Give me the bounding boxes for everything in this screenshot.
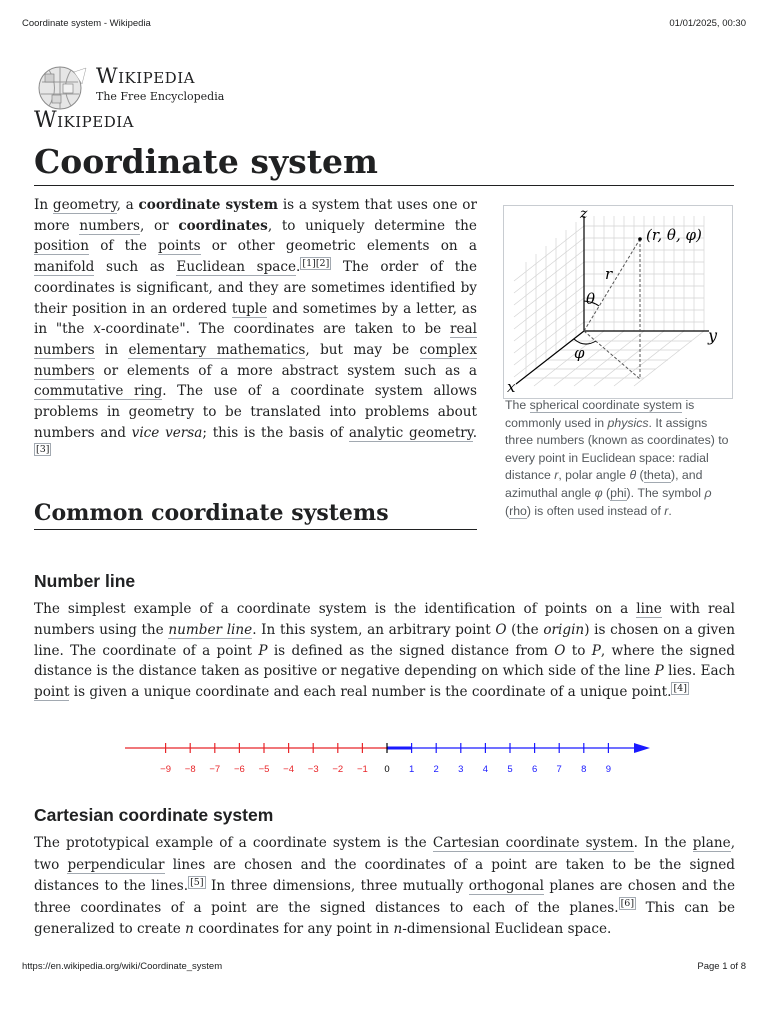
print-footer [22, 961, 746, 972]
wikipedia-globe-icon [34, 64, 90, 112]
number-line-tick-label: 9 [605, 764, 612, 775]
link-commutative-ring[interactable]: commutative ring [34, 383, 163, 400]
link-rho[interactable]: rho [509, 503, 527, 518]
axis-label-z: z [580, 206, 588, 222]
print-header-title: Coordinate system - Wikipedia [22, 18, 151, 29]
number-line-tick-label: −6 [233, 764, 245, 775]
number-line-tick-label: 2 [433, 764, 439, 775]
number-line-tick-label: −2 [332, 764, 344, 775]
label-phi: φ [574, 344, 585, 362]
subsection-heading-cartesian: Cartesian coordinate system [34, 805, 274, 825]
number-line-tick-label: −7 [209, 764, 221, 775]
link-elementary-mathematics[interactable]: elementary mathematics [128, 341, 306, 358]
link-complex-numbers[interactable]: complex numbers [34, 341, 477, 379]
number-line-tick-label: 0 [384, 764, 390, 775]
lead-paragraph: In geometry, a coordinate system is a system that uses one or more numbers, or coordinates, to uniquely determine the position of the points or other geometric elements on a manifold such as Euclidean space. [1][2] The order of the coordinates is significant, and they are sometimes identified by their position in an ordered tuple and sometimes by a letter, as in "the x-coordinate". The coordinates are taken to be real numbers in elementary mathematics, but may be complex numbers or elements of a more abstract system such as a commutative ring. The use of a coordinate system allows problems in geometry to be translated into problems about numbers and vice versa; this is the basis of analytic geometry.[3] [34, 197, 478, 455]
number-line-tick-label: −4 [283, 764, 295, 775]
print-footer-page-number: Page 1 of 8 [697, 961, 746, 972]
reference-1-2[interactable]: [1][2] [302, 257, 330, 269]
link-cartesian-coordinate-system[interactable]: Cartesian coordinate system [432, 835, 634, 851]
spherical-coordinates-diagram [504, 206, 732, 398]
bold-coordinate-system: coordinate system [138, 197, 279, 213]
link-line[interactable]: line [636, 601, 662, 617]
link-geometry[interactable]: geometry [52, 197, 117, 213]
number-line-tick-label: −5 [258, 764, 270, 775]
page-title: Coordinate system [34, 142, 734, 186]
link-theta[interactable]: theta [643, 468, 671, 483]
reference-3[interactable]: [3] [36, 443, 50, 455]
reference-6[interactable]: [6] [620, 898, 635, 910]
link-manifold[interactable]: manifold [34, 259, 95, 276]
number-line-tick-label: 7 [556, 764, 562, 775]
subsection-heading-number-line: Number line [34, 571, 136, 591]
link-real-numbers[interactable]: real numbers [34, 321, 477, 358]
reference-5[interactable]: [5] [190, 876, 204, 888]
link-position[interactable]: position [34, 238, 89, 255]
number-line-tick-label: 3 [458, 764, 464, 775]
number-line-tick-label: 8 [581, 764, 587, 775]
link-perpendicular[interactable]: perpendicular [67, 856, 165, 873]
number-line-paragraph: The simplest example of a coordinate system is the identification of points on a line with real numbers using the number line. In this system, an arbitrary point O (the origin) is chosen on a given line. The coordinate of a point P is defined as the signed distance from O to P, where the signed distance is the distance taken as positive or negative depending on which side of the line P lies. Each point is given a unique coordinate and each real number is the coordinate of a unique point. [4] [34, 601, 735, 701]
number-line-tick-label: −3 [307, 764, 319, 775]
number-line-arrow-icon [634, 743, 650, 753]
figure-caption: The spherical coordinate system is commonly used in physics. It assigns three numbers (known as coordinates) to every point in Euclidean space: radial distance r, polar angle θ (theta), and azimuthal angle φ (phi). The symbol ρ (rho) is often used instead of r. [505, 398, 729, 518]
number-line-tick-label: 4 [482, 764, 489, 775]
axis-label-x: x [507, 378, 516, 396]
wikipedia-wordmark: Wikipedia [96, 64, 195, 88]
reference-4[interactable]: [4] [673, 682, 687, 694]
print-footer-url: https://en.wikipedia.org/wiki/Coordinate_system [22, 961, 223, 972]
spherical-coordinates-figure[interactable] [503, 205, 733, 399]
number-line-tick-label: −1 [356, 764, 368, 775]
label-r: r [605, 265, 613, 283]
number-line-tick-label: 1 [408, 764, 415, 775]
link-orthogonal[interactable]: orthogonal [468, 878, 544, 895]
wikipedia-wordmark-secondary: Wikipedia [34, 108, 134, 133]
number-line-tick-label: −8 [184, 764, 196, 775]
link-phi[interactable]: phi [610, 485, 627, 500]
axis-label-y: y [708, 326, 718, 345]
wikipedia-tagline: The Free Encyclopedia [96, 90, 225, 103]
link-numbers[interactable]: numbers [79, 217, 140, 234]
link-tuple[interactable]: tuple [231, 300, 268, 317]
wikipedia-logo[interactable] [34, 64, 234, 112]
number-line-diagram [120, 735, 660, 780]
link-analytic-geometry[interactable]: analytic geometry [348, 424, 473, 441]
number-line-tick-label: 5 [507, 764, 513, 775]
print-header [22, 18, 746, 29]
cartesian-paragraph: The prototypical example of a coordinate system is the Cartesian coordinate system. In the plane, two perpendicular lines are chosen and the coordinates of a point are taken to be the signed distances to the lines. [5] In three dimensions, three mutually orthogonal planes are chosen and the three coordinates of a point are the signed distances to each of the planes. [6] This can be generalized to create n coordinates for any point in n-dimensional Euclidean space. [34, 835, 736, 938]
print-header-datetime: 01/01/2025, 00:30 [669, 18, 746, 29]
label-point-coordinates: (r, θ, φ) [646, 226, 702, 244]
number-line-tick-label: 6 [531, 764, 538, 775]
number-line-tick-label: −9 [160, 764, 172, 775]
link-spherical-coordinate-system[interactable]: spherical coordinate system [529, 398, 683, 412]
link-points[interactable]: points [158, 238, 201, 255]
label-theta: θ [586, 290, 596, 308]
link-plane[interactable]: plane [692, 835, 731, 851]
link-number-line[interactable]: number line [168, 621, 253, 638]
link-euclidean-space[interactable]: Euclidean space [176, 259, 297, 276]
bold-coordinates: coordinates [178, 217, 268, 234]
link-point[interactable]: point [34, 684, 70, 701]
section-heading-common-coordinate-systems: Common coordinate systems [34, 500, 477, 530]
